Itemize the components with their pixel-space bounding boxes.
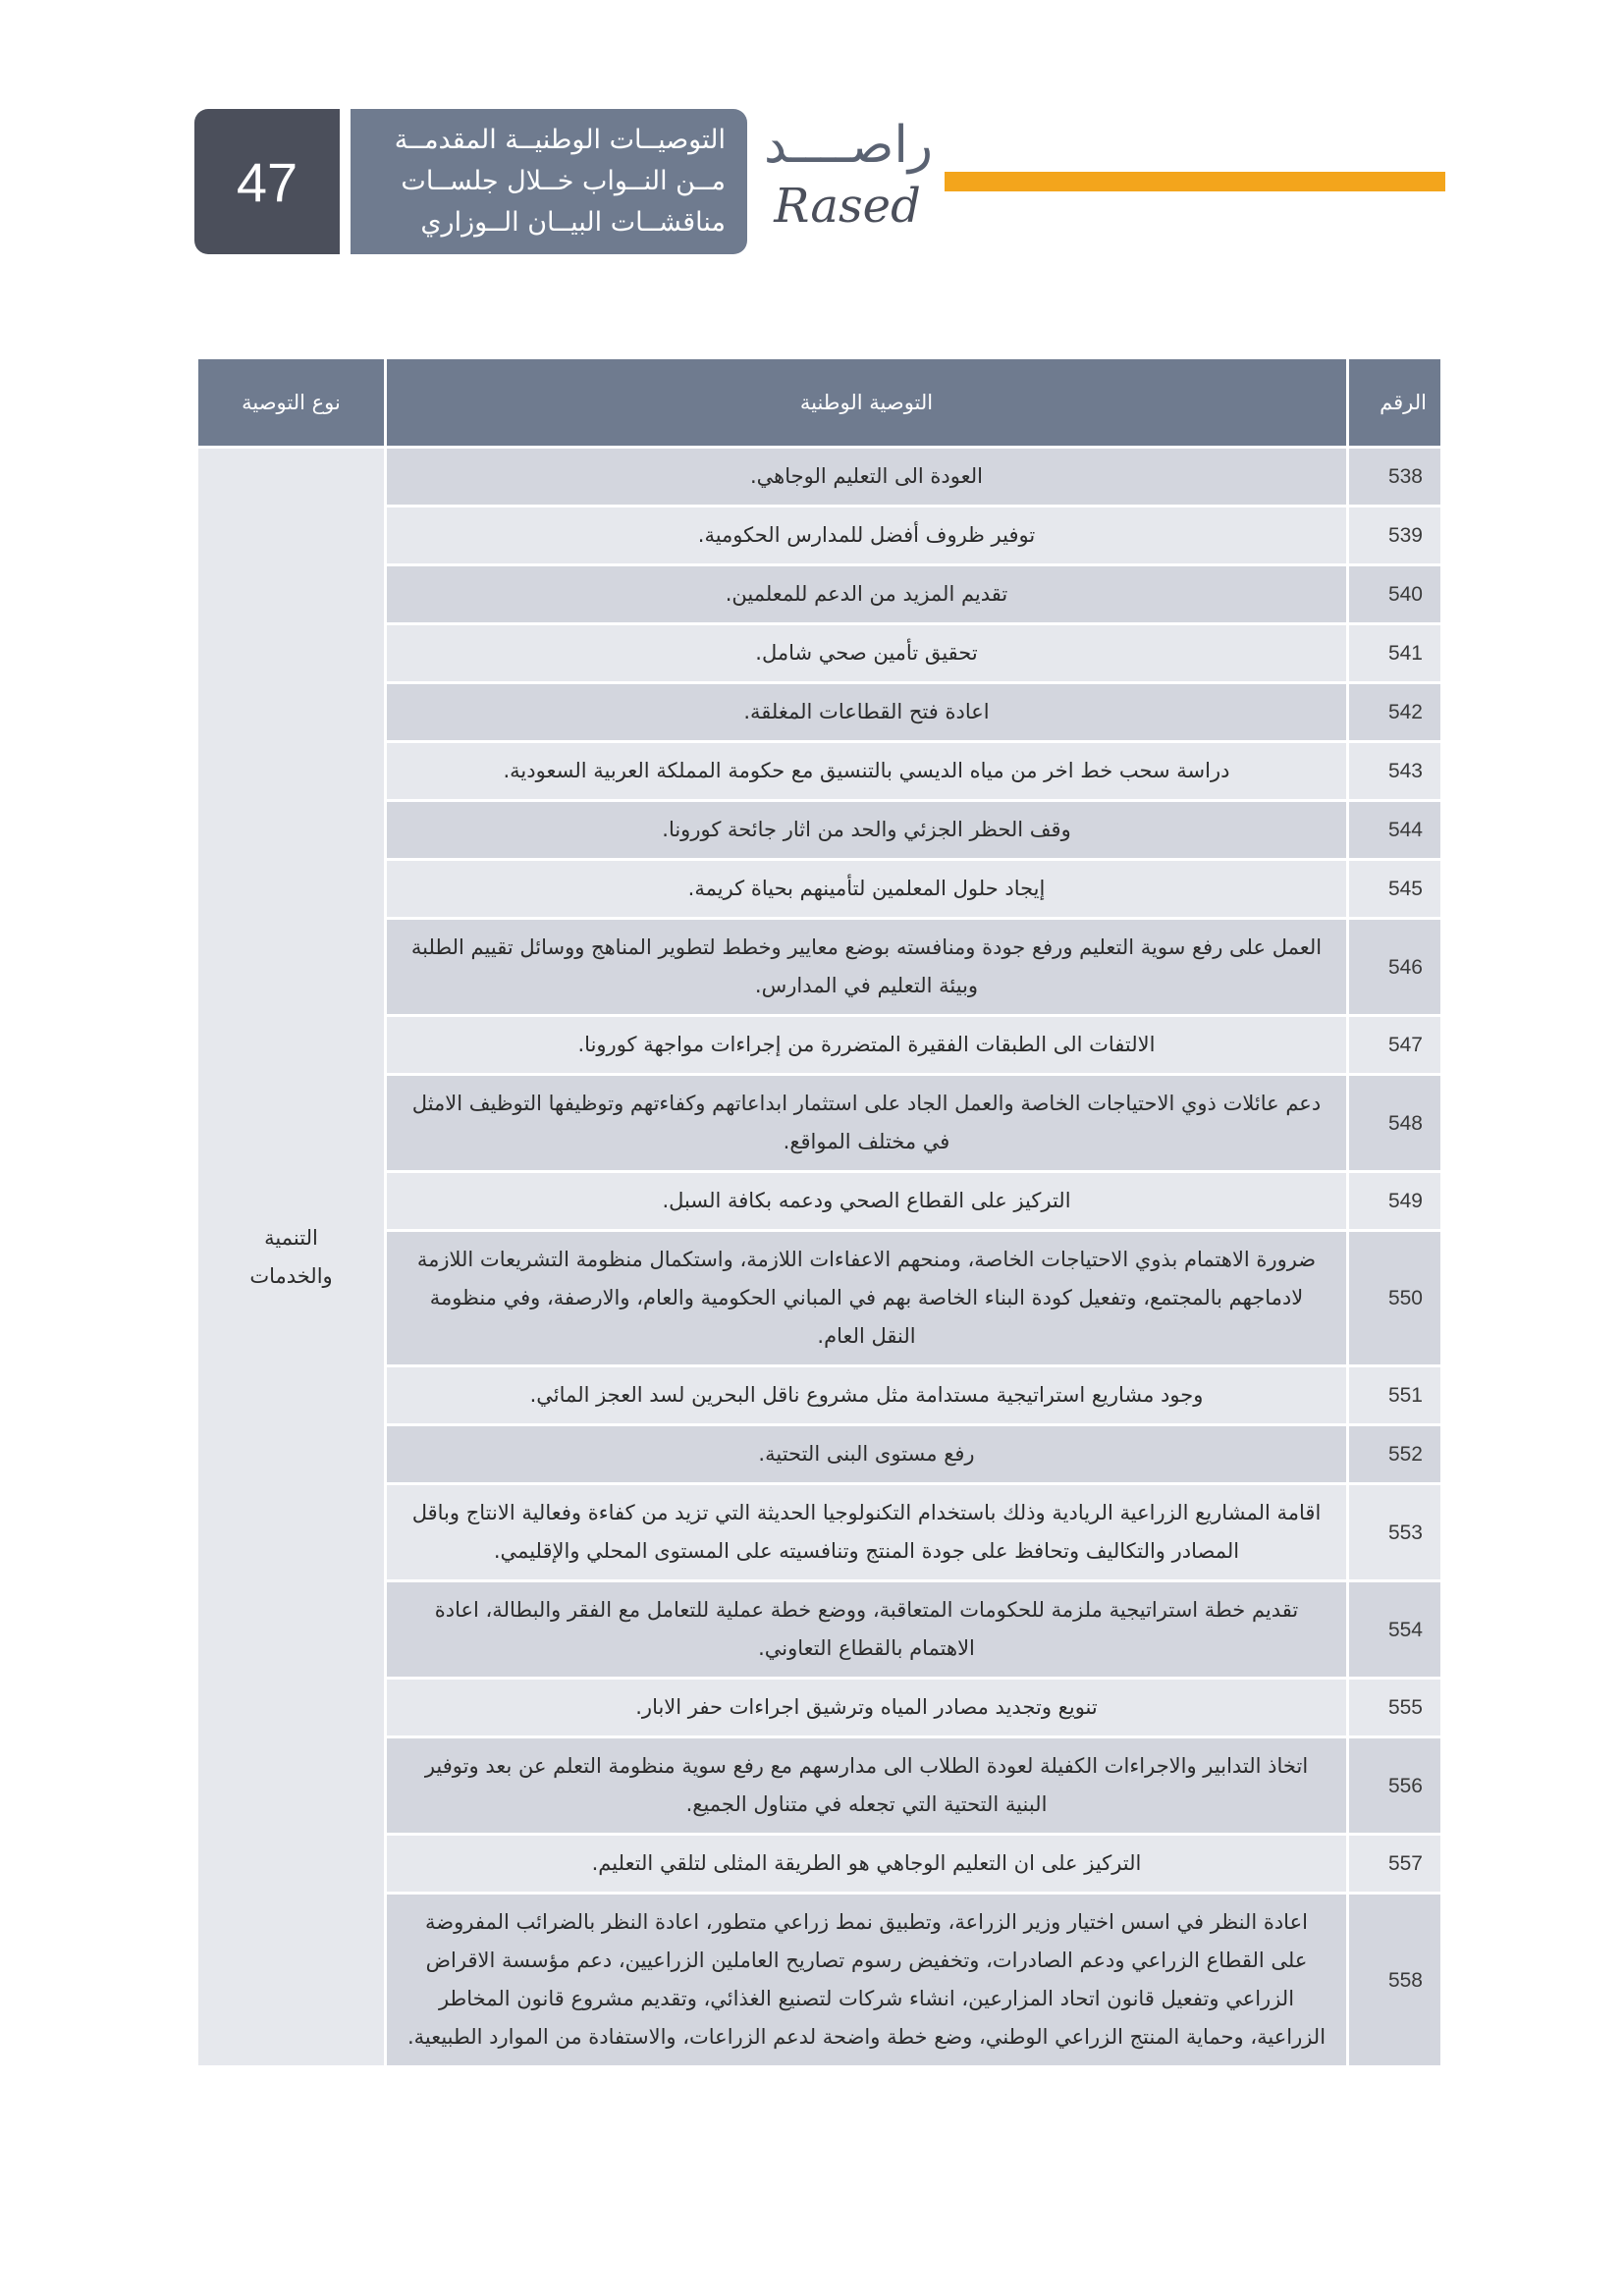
header-accent-bar [945,172,1445,191]
row-number: 548 [1348,1075,1442,1172]
row-number: 547 [1348,1016,1442,1075]
row-recommendation: التركيز على ان التعليم الوجاهي هو الطريقة المثلى لتلقي التعليم. [386,1835,1348,1894]
row-recommendation: اعادة النظر في اسس اختيار وزير الزراعة، وتطبيق نمط زراعي متطور، اعادة النظر بالضرائب المفروضة على القطاع الزراعي ودعم الصادرات، وتخفيض رسوم تصاريح العاملين الزراعيين، دعم مؤسسة الاقراض الزراعي وتفعيل قانون اتحاد المزارعين، انشاء شركات لتصنيع الغذائي، وتقديم مشروع قانون المخاطر الزراعية، وحماية المنتج الزراعي الوطني، وضع خطة واضحة لدعم الزراعات، والاستفادة من الموارد الطبيعية. [386,1894,1348,2067]
page-number: 47 [236,150,298,213]
table-body [197,448,1442,2067]
row-recommendation: الالتفات الى الطبقات الفقيرة المتضررة من إجراءات مواجهة كورونا. [386,1016,1348,1075]
row-number: 557 [1348,1835,1442,1894]
header-recommendation: التوصية الوطنية [386,358,1348,448]
table-header-row [197,358,1442,448]
row-number: 539 [1348,507,1442,565]
row-number: 546 [1348,919,1442,1016]
row-recommendation: رفع مستوى البنى التحتية. [386,1425,1348,1484]
recommendation-type-cell [197,448,386,2067]
row-recommendation: تحقيق تأمين صحي شامل. [386,624,1348,683]
row-number: 550 [1348,1231,1442,1366]
row-recommendation: اتخاذ التدابير والاجراءات الكفيلة لعودة الطلاب الى مدارسهم مع رفع سوية منظومة التعلم عن بعد وتوفير البنية التحتية التي تجعله في متناول الجميع. [386,1737,1348,1835]
logo-arabic: راصــــد [764,116,933,175]
row-recommendation: وجود مشاريع استراتيجية مستدامة مثل مشروع ناقل البحرين لسد العجز المائي. [386,1366,1348,1425]
row-number: 541 [1348,624,1442,683]
row-number: 544 [1348,801,1442,860]
header-title-line-2: مــن النــواب خــلال جلســات [401,166,726,196]
row-recommendation: توفير ظروف أفضل للمدارس الحكومية. [386,507,1348,565]
row-recommendation: وقف الحظر الجزئي والحد من اثار جائحة كورونا. [386,801,1348,860]
recommendations-table [195,356,1443,2068]
row-recommendation: العمل على رفع سوية التعليم ورفع جودة ومنافسته بوضع معايير وخطط لتطوير المناهج ووسائل تقييم الطلبة وبيئة التعليم في المدارس. [386,919,1348,1016]
row-recommendation: دعم عائلات ذوي الاحتياجات الخاصة والعمل الجاد على استثمار ابداعاتهم وكفاءتهم وتوظيفها التوظيف الامثل في مختلف المواقع. [386,1075,1348,1172]
row-recommendation: إيجاد حلول المعلمين لتأمينهم بحياة كريمة. [386,860,1348,919]
row-recommendation: تقديم المزيد من الدعم للمعلمين. [386,565,1348,624]
row-recommendation: العودة الى التعليم الوجاهي. [386,448,1348,507]
row-number: 543 [1348,742,1442,801]
page-number-badge [194,109,340,254]
row-recommendation: التركيز على القطاع الصحي ودعمه بكافة السبل. [386,1172,1348,1231]
row-number: 556 [1348,1737,1442,1835]
row-recommendation: تنويع وتجديد مصادر المياه وترشيق اجراءات حفر الابار. [386,1679,1348,1737]
row-number: 549 [1348,1172,1442,1231]
logo-english: Rased [774,179,921,234]
row-number: 554 [1348,1581,1442,1679]
recommendation-type-line: والخدمات [249,1263,333,1288]
header-type: نوع التوصية [197,358,386,448]
row-recommendation: اعادة فتح القطاعات المغلقة. [386,683,1348,742]
header-number: الرقم [1348,358,1442,448]
row-number: 551 [1348,1366,1442,1425]
table-row [197,448,1442,507]
row-number: 542 [1348,683,1442,742]
row-number: 558 [1348,1894,1442,2067]
row-number: 545 [1348,860,1442,919]
row-recommendation: تقديم خطة استراتيجية ملزمة للحكومات المتعاقبة، ووضع خطة عملية للتعامل مع الفقر والبطالة، اعادة الاهتمام بالقطاع التعاوني. [386,1581,1348,1679]
row-number: 538 [1348,448,1442,507]
header-title-box [351,109,747,254]
row-number: 555 [1348,1679,1442,1737]
row-recommendation: دراسة سحب خط اخر من مياه الديسي بالتنسيق مع حكومة المملكة العربية السعودية. [386,742,1348,801]
row-number: 552 [1348,1425,1442,1484]
row-number: 540 [1348,565,1442,624]
header-title-line-3: مناقشــات البيــان الــوزاري [420,207,726,238]
recommendation-type-line: التنمية [264,1225,318,1250]
row-number: 553 [1348,1484,1442,1581]
row-recommendation: اقامة المشاريع الزراعية الريادية وذلك باستخدام التكنولوجيا الحديثة التي تزيد من كفاءة وفعالية الانتاج وباقل المصادر والتكاليف وتحافظ على جودة المنتج وتنافسيته على المستوى المحلي والإقليمي. [386,1484,1348,1581]
header-title-line-1: التوصيــات الوطنيــة المقدمــة [394,125,726,155]
row-recommendation: ضرورة الاهتمام بذوي الاحتياجات الخاصة، ومنحهم الاعفاءات اللازمة، واستكمال منظومة التشريعات اللازمة لادماجهم بالمجتمع، وتفعيل كودة البناء الخاصة بهم في المباني الحكومية والعام، والارصفة، وفي منظومة النقل العام. [386,1231,1348,1366]
